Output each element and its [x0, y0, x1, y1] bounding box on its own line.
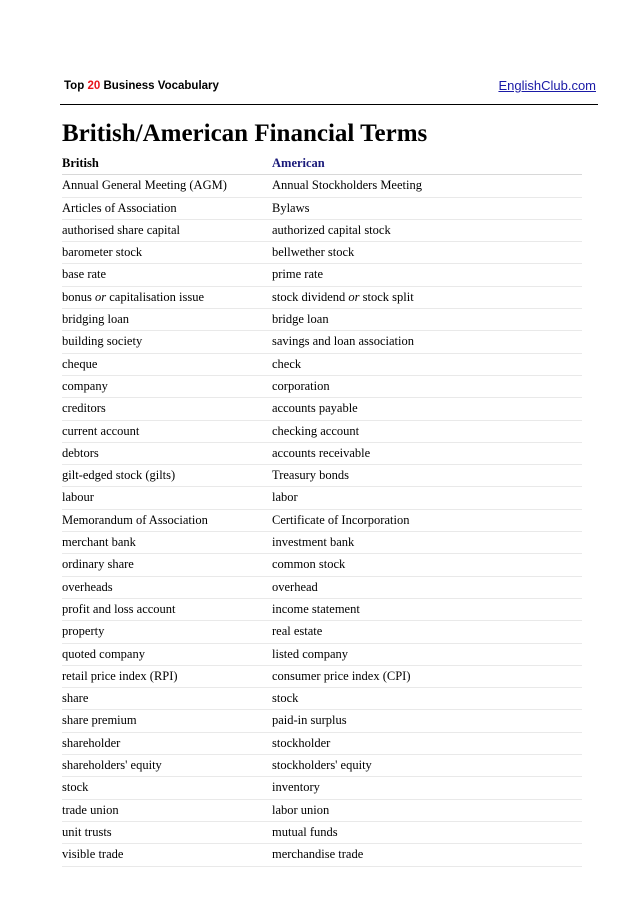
british-term: company: [62, 378, 108, 393]
british-term: shareholders' equity: [62, 758, 162, 773]
british-term: merchant bank: [62, 535, 136, 550]
series-suffix: Business Vocabulary: [103, 80, 219, 92]
term-row: [62, 465, 582, 487]
term-row: [62, 800, 582, 822]
american-term: paid-in surplus: [272, 713, 347, 728]
term-row: [62, 354, 582, 376]
british-term: stock: [62, 780, 89, 795]
british-term: unit trusts: [62, 824, 112, 839]
site-link[interactable]: EnglishClub.com: [498, 78, 596, 93]
british-term: [62, 287, 272, 308]
british-term: share: [62, 691, 89, 706]
american-term: Certificate of Incorporation: [272, 512, 410, 527]
term-row: [62, 733, 582, 755]
american-term: [272, 287, 572, 308]
american-term: investment bank: [272, 535, 355, 550]
british-term: building society: [62, 334, 143, 349]
term-row: [62, 554, 582, 576]
column-header-british: British: [62, 156, 99, 170]
british-term: authorised share capital: [62, 222, 181, 237]
term-fragment: stock dividend: [272, 289, 349, 304]
term-row: [62, 621, 582, 643]
american-term: accounts payable: [272, 401, 358, 416]
page-title: British/American Financial Terms: [62, 120, 428, 147]
american-term: bridge loan: [272, 312, 329, 327]
term-row: [62, 398, 582, 420]
british-term: base rate: [62, 267, 107, 282]
page-header: [60, 70, 598, 105]
american-term: listed company: [272, 646, 349, 661]
term-row: [62, 532, 582, 554]
american-term: mutual funds: [272, 824, 338, 839]
american-term: real estate: [272, 624, 323, 639]
american-term: income statement: [272, 601, 360, 616]
british-term: quoted company: [62, 646, 145, 661]
american-term: inventory: [272, 780, 320, 795]
british-term: bridging loan: [62, 312, 130, 327]
british-term: creditors: [62, 401, 106, 416]
american-term: overhead: [272, 579, 318, 594]
term-row: [62, 755, 582, 777]
british-term: retail price index (RPI): [62, 668, 178, 683]
series-prefix: Top: [64, 80, 85, 92]
column-headers: [62, 153, 582, 175]
or-conjunction: or: [95, 289, 107, 304]
american-term: labor union: [272, 802, 330, 817]
british-term: share premium: [62, 713, 137, 728]
term-row: [62, 599, 582, 621]
american-term: Treasury bonds: [272, 468, 349, 483]
document-series-title: [64, 80, 219, 92]
term-row: [62, 220, 582, 242]
term-fragment: stock split: [359, 289, 414, 304]
term-fragment: capitalisation issue: [106, 289, 205, 304]
term-row: [62, 443, 582, 465]
british-term: shareholder: [62, 735, 121, 750]
term-row: [62, 331, 582, 353]
term-row: [62, 242, 582, 264]
british-term: barometer stock: [62, 245, 143, 260]
column-header-american: American: [272, 156, 325, 170]
american-term: merchandise trade: [272, 847, 364, 862]
british-term: labour: [62, 490, 94, 505]
term-row: [62, 644, 582, 666]
term-row: [62, 688, 582, 710]
term-row: [62, 844, 582, 866]
american-term: bellwether stock: [272, 245, 355, 260]
british-term: Annual General Meeting (AGM): [62, 178, 227, 193]
american-term: Bylaws: [272, 200, 310, 215]
british-term: trade union: [62, 802, 119, 817]
american-term: stockholders' equity: [272, 758, 372, 773]
series-number: 20: [87, 80, 101, 92]
term-row: [62, 198, 582, 220]
british-term: Memorandum of Association: [62, 512, 208, 527]
british-term: visible trade: [62, 847, 124, 862]
term-row: [62, 822, 582, 844]
british-term: Articles of Association: [62, 200, 177, 215]
british-term: gilt-edged stock (gilts): [62, 468, 176, 483]
american-term: authorized capital stock: [272, 222, 391, 237]
american-term: checking account: [272, 423, 360, 438]
american-term: stock: [272, 691, 299, 706]
term-row: [62, 777, 582, 799]
term-fragment: bonus: [62, 289, 95, 304]
american-term: savings and loan association: [272, 334, 414, 349]
american-term: labor: [272, 490, 298, 505]
term-row: [62, 577, 582, 599]
american-term: stockholder: [272, 735, 331, 750]
american-term: corporation: [272, 378, 330, 393]
terms-table: [62, 153, 582, 867]
term-row: [62, 510, 582, 532]
american-term: check: [272, 356, 302, 371]
american-term: accounts receivable: [272, 445, 371, 460]
term-row: [62, 264, 582, 286]
british-term: cheque: [62, 356, 98, 371]
american-term: common stock: [272, 557, 346, 572]
term-row: [62, 376, 582, 398]
term-row: [62, 287, 582, 309]
term-row: [62, 710, 582, 732]
term-row: [62, 421, 582, 443]
term-row: [62, 487, 582, 509]
term-row: [62, 666, 582, 688]
american-term: prime rate: [272, 267, 324, 282]
term-row: [62, 175, 582, 197]
or-conjunction: or: [348, 289, 360, 304]
british-term: debtors: [62, 445, 99, 460]
term-row: [62, 309, 582, 331]
american-term: Annual Stockholders Meeting: [272, 178, 422, 193]
british-term: ordinary share: [62, 557, 134, 572]
american-term: consumer price index (CPI): [272, 668, 411, 683]
british-term: profit and loss account: [62, 601, 176, 616]
british-term: overheads: [62, 579, 113, 594]
british-term: property: [62, 624, 105, 639]
british-term: current account: [62, 423, 140, 438]
